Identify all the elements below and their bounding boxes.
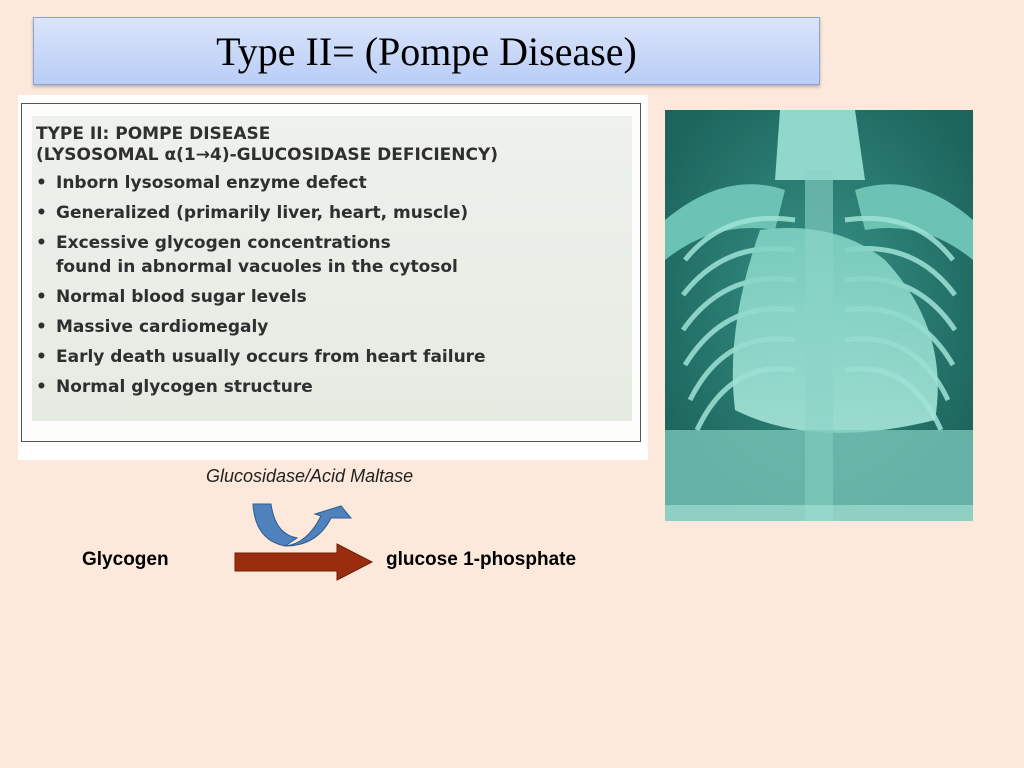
table-heading: TYPE II: POMPE DISEASE	[36, 124, 271, 144]
substrate-label: Glycogen	[82, 549, 169, 570]
bullet-item	[36, 312, 636, 342]
bullet-text: Massive cardiomegaly	[56, 317, 269, 337]
bullet-icon: •	[36, 203, 47, 223]
bullet-icon: •	[36, 347, 47, 367]
bullet-text: Generalized (primarily liver, heart, muscle)	[56, 203, 469, 223]
bullet-continuation: found in abnormal vacuoles in the cytosol	[56, 257, 458, 277]
bullet-item	[36, 168, 636, 198]
bullet-item	[36, 198, 636, 228]
bullet-icon: •	[36, 287, 47, 307]
product-label: glucose 1-phosphate	[386, 549, 577, 570]
bullet-icon: •	[36, 317, 47, 337]
table-subheading: (LYSOSOMAL α(1→4)-GLUCOSIDASE DEFICIENCY)	[36, 145, 499, 165]
slide-title: Type II= (Pompe Disease)	[216, 28, 637, 74]
bullet-item	[36, 342, 636, 372]
reaction-arrow-icon	[234, 543, 374, 581]
bullet-icon: •	[36, 233, 47, 253]
bullet-text: Excessive glycogen concentrations	[56, 233, 391, 253]
bullet-item	[36, 282, 636, 312]
bullet-text: Normal blood sugar levels	[56, 287, 307, 307]
bullet-text: Inborn lysosomal enzyme defect	[56, 173, 367, 193]
bullet-icon: •	[36, 173, 47, 193]
bullet-item	[36, 372, 636, 402]
scanned-table-content	[36, 124, 636, 402]
bullet-text: Normal glycogen structure	[56, 377, 313, 397]
enzyme-label: Glucosidase/Acid Maltase	[206, 466, 414, 486]
scanned-table-image	[18, 95, 648, 460]
scanned-table-frame	[21, 103, 641, 442]
bullet-icon: •	[36, 377, 47, 397]
title-box	[33, 17, 820, 85]
bullet-text: Early death usually occurs from heart failure	[56, 347, 486, 367]
chest-xray-image	[665, 110, 973, 521]
